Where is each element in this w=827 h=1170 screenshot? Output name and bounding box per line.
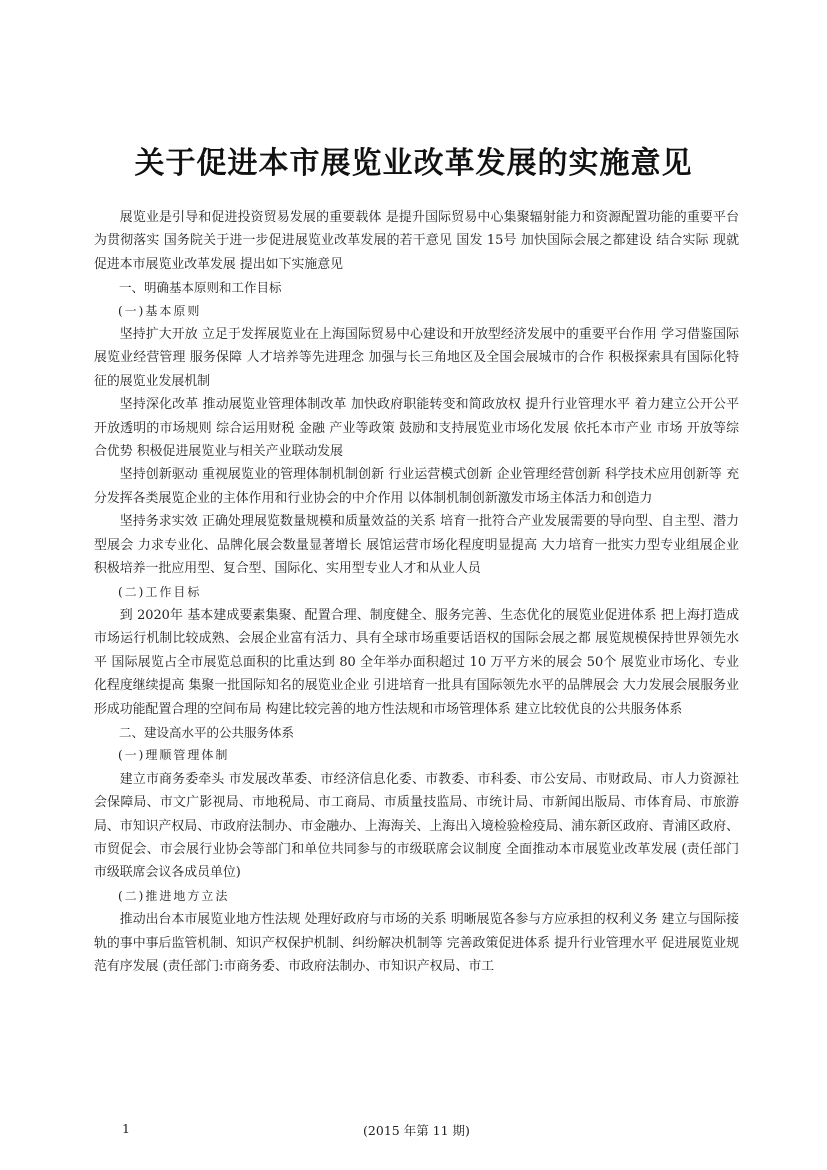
paragraph: 坚持创新驱动 重视展览业的管理体制机制创新 行业运营模式创新 企业管理经营创新 科学技术应用创新等 充分发挥各类展览企业的主体作用和行业协会的中介作用 以体制机制创新激发市场主体活力和创造力 — [94, 467, 739, 506]
issue-label: (2015 年第 11 期) — [363, 1123, 470, 1138]
paragraph: 坚持深化改革 推动展览业管理体制改革 加快政府职能转变和简政放权 提升行业管理水平 着力建立公开公平 开放透明的市场规则 综合运用财税 金融 产业等政策 鼓励和支持展览业市场化发展 依托本市产业 市场 开放等综合优势 积极促进展览业与相关产业联动发展 — [94, 397, 739, 460]
paragraph: 坚持务求实效 正确处理展览数量规模和质量效益的关系 培育一批符合产业发展需要的导向型、自主型、潜力型展会 力求专业化、品牌化展会数量显著增长 展馆运营市场化程度明显提高 大力培育一批实力型专业组展企业 积极培养一批应用型、复合型、国际化、实用型专业人才和从业人员 — [94, 514, 739, 577]
paragraph: 推动出台本市展览业地方性法规 处理好政府与市场的关系 明晰展览各参与方应承担的权利义务 建立与国际接轨的事中事后监管机制、知识产权保护机制、纠纷解决机制等 完善政策促进体系 提升行业管理水平 促进展览业规范有序发展 (责任部门:市商务委、市政府法制办、市知识产权局、市工 — [94, 912, 739, 974]
paragraph: 展览业是引导和促进投资贸易发展的重要载体 是提升国际贸易中心集聚辐射能力和资源配置功能的重要平台 为贯彻落实 国务院关于进一步促进展览业改革发展的若干意见 国发 15号 加快国际会展之都建设 结合实际 现就促进本市展览业改革发展 提出如下实施意见 — [94, 210, 739, 272]
paragraph: 到 2020年 基本建成要素集聚、配置合理、制度健全、服务完善、生态优化的展览业促进体系 把上海打造成市场运行机制比较成熟、会展企业富有活力、具有全球市场重要话语权的国际会展之都 展览规模保持世界领先水平 国际展览占全市展览总面积的比重达到 80 全年举办面积超过 10 万平方米的展会 50个 展览业市场化、专业化程度继续提高 集聚一批国际知名的展览业企业 引进培育一批具有国际领先水平的品牌展会 大力发展会展服务业 形成功能配置合理的空间布局 构建比较完善的地方性法规和市场管理体系 建立比较优良的公共服务体系 — [94, 607, 739, 717]
page-number: 1 — [122, 1121, 130, 1136]
document-title: 关于促进本市展览业改革发展的实施意见 — [134, 146, 693, 181]
subsection-heading: (二)推进地方立法 — [118, 888, 230, 903]
document-body — [94, 206, 739, 978]
section-heading: 二、建设高水平的公共服务体系 — [119, 724, 295, 740]
page-footer — [94, 1121, 739, 1141]
paragraph: 坚持扩大开放 立足于发挥展览业在上海国际贸易中心建设和开放型经济发展中的重要平台作用 学习借鉴国际展览业经营管理 服务保障 人才培养等先进理念 加强与长三角地区及全国会展城市的合作 积极探索具有国际化特征的展览业发展机制 — [94, 327, 739, 389]
section-heading: 一、明确基本原则和工作目标 — [119, 280, 282, 296]
subsection-heading: (一)基本原则 — [118, 303, 202, 318]
subsection-heading: (二)工作目标 — [118, 584, 202, 599]
subsection-heading: (一)理顺管理体制 — [118, 748, 230, 763]
paragraph: 建立市商务委牵头 市发展改革委、市经济信息化委、市教委、市科委、市公安局、市财政局、市人力资源社会保障局、市文广影视局、市地税局、市工商局、市质量技监局、市统计局、市新闻出版局、市体育局、市旅游局、市知识产权局、市政府法制办、市金融办、上海海关、上海出入境检验检疫局、浦东新区政府、青浦区政府、市贸促会、市会展行业协会等部门和单位共同参与的市级联席会议制度 全面推动本市展览业改革发展 (责任部门 市级联席会议各成员单位) — [94, 771, 739, 881]
